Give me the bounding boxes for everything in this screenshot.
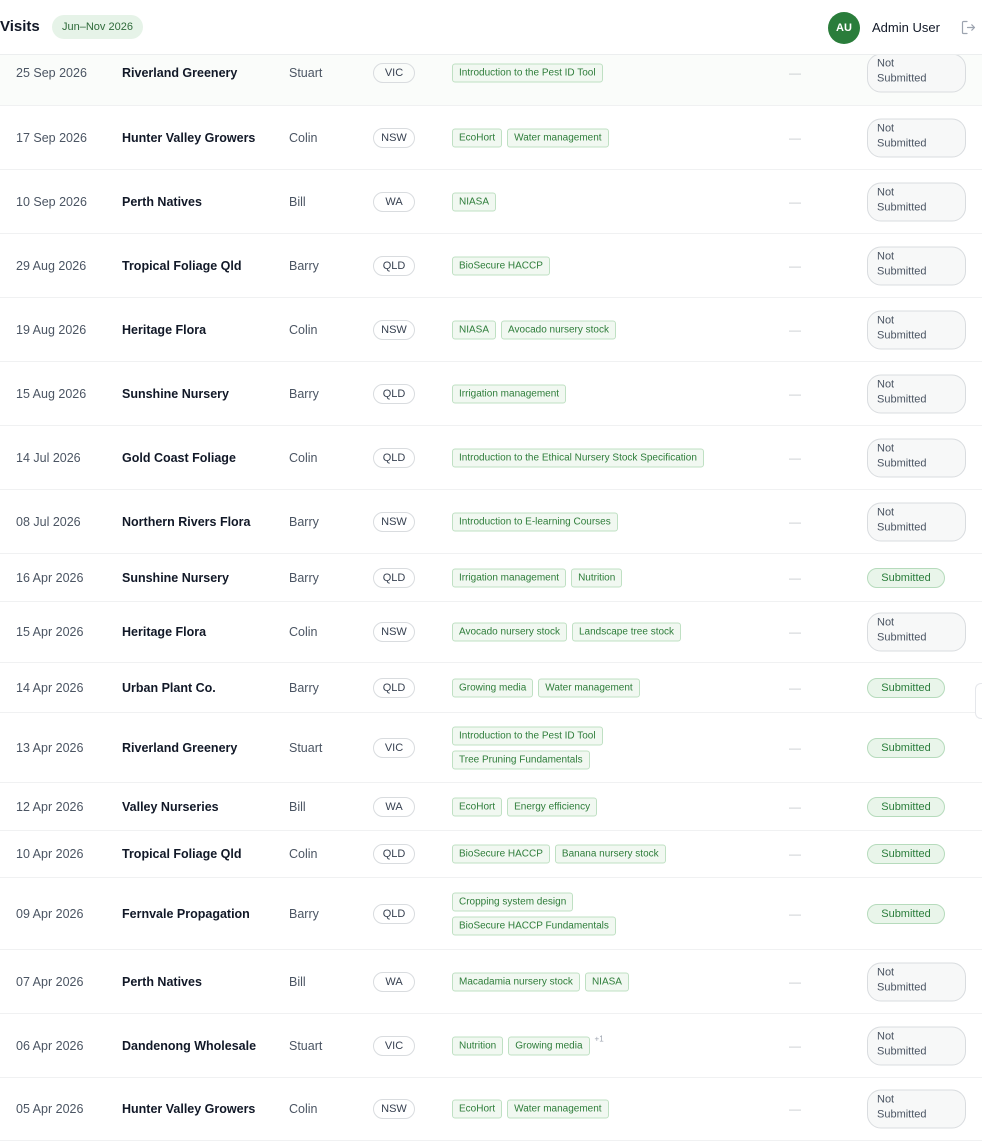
topic-tag: BioSecure HACCP [452,256,550,275]
feedback-value: — [789,1038,801,1053]
feedback-value: — [789,130,801,145]
topics-cell [452,1031,782,1060]
visit-date: 15 Aug 2026 [16,386,87,401]
topic-line [452,384,782,403]
topics-cell [452,379,782,408]
nursery-name[interactable]: Tropical Foliage Qld [122,258,242,273]
nursery-name[interactable]: Sunshine Nursery [122,570,229,585]
officer-name: Bill [289,799,306,814]
topic-tag: Irrigation management [452,384,566,403]
visit-date: 15 Apr 2026 [16,625,84,639]
officer-name: Barry [289,258,319,273]
topics-cell [452,507,782,536]
table-row[interactable] [0,878,982,950]
table-row[interactable] [0,106,982,170]
table-row[interactable] [0,1078,982,1141]
nursery-name[interactable]: Perth Natives [122,974,202,989]
topic-tag: Water management [538,678,639,697]
visit-date: 19 Aug 2026 [16,322,87,337]
feedback-value: — [789,906,801,921]
date-range-badge[interactable]: Jun–Nov 2026 [52,15,143,39]
nursery-name[interactable]: Sunshine Nursery [122,386,229,401]
visit-date: 17 Sep 2026 [16,130,87,145]
scroll-handle[interactable] [975,683,982,719]
status-badge: Not Submitted [867,613,966,652]
top-bar [0,0,982,55]
topics-cell [452,887,782,940]
topic-line [452,1100,782,1119]
status-badge: Submitted [867,678,945,698]
topics-cell [452,251,782,280]
officer-name: Barry [289,680,319,695]
visit-date: 29 Aug 2026 [16,258,87,273]
more-topics-count[interactable]: +1 [594,1034,604,1043]
officer-name: Barry [289,514,319,529]
state-badge: NSW [373,320,415,340]
topics-cell [452,618,782,647]
topic-tag: Avocado nursery stock [501,320,616,339]
state-badge: NSW [373,512,415,532]
topic-tag: EcoHort [452,128,502,147]
officer-name: Barry [289,386,319,401]
state-badge: QLD [373,678,415,698]
feedback-value: — [789,570,801,585]
topics-cell [452,563,782,592]
visit-date: 10 Sep 2026 [16,194,87,209]
status-badge: Not Submitted [867,246,966,285]
topics-cell [452,967,782,996]
officer-name: Barry [289,906,319,921]
visit-date: 06 Apr 2026 [16,1038,84,1053]
topic-tag: NIASA [585,972,629,991]
page-title: Visits [0,18,40,35]
avatar[interactable]: AU [828,12,860,44]
visit-date: 09 Apr 2026 [16,906,84,921]
table-row[interactable] [0,950,982,1014]
topic-line [452,845,782,864]
topic-tag: Irrigation management [452,568,566,587]
nursery-name[interactable]: Riverland Greenery [122,740,238,755]
topics-cell [452,58,782,87]
state-badge: VIC [373,1036,415,1056]
feedback-value: — [789,258,801,273]
topics-cell [452,123,782,152]
visit-date: 12 Apr 2026 [16,799,84,814]
topic-line [452,568,782,587]
visit-date: 07 Apr 2026 [16,974,84,989]
state-badge: VIC [373,63,415,83]
topic-line [452,1036,782,1055]
topic-tag: BioSecure HACCP [452,845,550,864]
officer-name: Colin [289,1102,318,1116]
state-badge: NSW [373,1099,415,1119]
table-row[interactable] [0,663,982,713]
table-row[interactable] [0,1014,982,1078]
topic-tag: Water management [507,1100,608,1119]
topic-tag: Cropping system design [452,892,573,911]
state-badge: WA [373,192,415,212]
topic-line [452,128,782,147]
feedback-value: — [789,740,801,755]
topics-cell [452,1095,782,1124]
topic-tag: EcoHort [452,797,502,816]
table-row[interactable] [0,831,982,878]
officer-name: Colin [289,847,318,861]
status-badge: Not Submitted [867,374,966,413]
topic-tag: Banana nursery stock [555,845,666,864]
feedback-value: — [789,65,801,80]
table-row[interactable] [0,554,982,602]
state-badge: QLD [373,448,415,468]
topic-tag: Growing media [508,1036,589,1055]
feedback-value: — [789,799,801,814]
topic-tag: EcoHort [452,1100,502,1119]
officer-name: Colin [289,130,318,145]
table-row[interactable] [0,783,982,831]
officer-name: Stuart [289,740,323,755]
officer-name: Colin [289,625,318,639]
nursery-name[interactable]: Fernvale Propagation [122,906,250,921]
feedback-value: — [789,847,801,861]
officer-name: Stuart [289,65,323,80]
status-badge: Not Submitted [867,962,966,1001]
state-badge: VIC [373,738,415,758]
topic-line [452,726,782,745]
topics-cell [452,673,782,702]
status-badge: Submitted [867,904,945,924]
feedback-value: — [789,194,801,209]
topics-cell [452,792,782,821]
topic-tag: Water management [507,128,608,147]
status-badge: Not Submitted [867,182,966,221]
state-badge: NSW [373,622,415,642]
status-badge: Not Submitted [867,1026,966,1065]
visit-date: 16 Apr 2026 [16,570,84,585]
nursery-name[interactable]: Hunter Valley Growers [122,130,256,145]
state-badge: QLD [373,384,415,404]
topic-tag: Energy efficiency [507,797,597,816]
user-name[interactable]: Admin User [872,20,940,35]
officer-name: Bill [289,974,306,989]
state-badge: WA [373,797,415,817]
table-row[interactable] [0,298,982,362]
feedback-value: — [789,322,801,337]
topic-line [452,797,782,816]
status-badge: Submitted [867,844,945,864]
status-badge: Submitted [867,738,945,758]
topic-line [452,916,782,935]
feedback-value: — [789,1102,801,1116]
table-row[interactable] [0,362,982,426]
topic-tag: Introduction to E-learning Courses [452,512,618,531]
visit-date: 08 Jul 2026 [16,514,81,529]
feedback-value: — [789,514,801,529]
topic-line [452,63,782,82]
state-badge: QLD [373,844,415,864]
topic-tag: Landscape tree stock [572,623,681,642]
topic-tag: Avocado nursery stock [452,623,567,642]
topic-tag: BioSecure HACCP Fundamentals [452,916,616,935]
state-badge: NSW [373,128,415,148]
officer-name: Bill [289,194,306,209]
topics-cell [452,840,782,869]
visit-date: 05 Apr 2026 [16,1102,84,1116]
visit-date: 10 Apr 2026 [16,847,84,861]
topic-line [452,448,782,467]
nursery-name[interactable]: Northern Rivers Flora [122,514,251,529]
logout-icon[interactable] [960,19,977,36]
topic-tag: Introduction to the Pest ID Tool [452,726,603,745]
topic-line [452,192,782,211]
topics-cell [452,315,782,344]
visit-date: 14 Apr 2026 [16,680,84,695]
topic-line [452,623,782,642]
feedback-value: — [789,386,801,401]
topic-tag: Introduction to the Pest ID Tool [452,63,603,82]
officer-name: Colin [289,450,318,465]
state-badge: QLD [373,568,415,588]
officer-name: Stuart [289,1038,323,1053]
nursery-name[interactable]: Dandenong Wholesale [122,1038,257,1053]
status-badge: Not Submitted [867,310,966,349]
feedback-value: — [789,625,801,639]
topic-tag: Growing media [452,678,533,697]
nursery-name[interactable]: Hunter Valley Growers [122,1102,256,1116]
topic-tag: Nutrition [452,1036,503,1055]
state-badge: WA [373,972,415,992]
table-row[interactable] [0,234,982,298]
topic-tag: Nutrition [571,568,622,587]
nursery-name[interactable]: Perth Natives [122,194,202,209]
topics-cell [452,443,782,472]
topic-line [452,750,782,769]
topic-tag: Tree Pruning Fundamentals [452,750,590,769]
visit-date: 25 Sep 2026 [16,65,87,80]
table-row[interactable] [0,426,982,490]
nursery-name[interactable]: Valley Nurseries [122,799,219,814]
status-badge: Not Submitted [867,502,966,541]
topic-tag: Introduction to the Ethical Nursery Stock Specification [452,448,704,467]
feedback-value: — [789,974,801,989]
status-badge: Not Submitted [867,438,966,477]
topic-line [452,972,782,991]
state-badge: QLD [373,256,415,276]
status-badge: Not Submitted [867,118,966,157]
topics-cell [452,721,782,774]
topic-line [452,320,782,339]
nursery-name[interactable]: Riverland Greenery [122,65,238,80]
status-badge: Not Submitted [867,1090,966,1129]
topic-tag: NIASA [452,192,496,211]
table-row[interactable] [0,602,982,663]
feedback-value: — [789,680,801,695]
nursery-name[interactable]: Heritage Flora [122,322,207,337]
feedback-value: — [789,450,801,465]
topic-line [452,678,782,697]
table-row[interactable] [0,170,982,234]
topic-line [452,256,782,275]
nursery-name[interactable]: Urban Plant Co. [122,680,216,695]
nursery-name[interactable]: Heritage Flora [122,625,207,639]
officer-name: Colin [289,322,318,337]
status-badge: Not Submitted [867,53,966,92]
topic-line [452,892,782,911]
topic-tag: NIASA [452,320,496,339]
status-badge: Submitted [867,568,945,588]
topic-tag: Macadamia nursery stock [452,972,580,991]
visit-date: 14 Jul 2026 [16,450,81,465]
nursery-name[interactable]: Gold Coast Foliage [122,450,236,465]
table-row[interactable] [0,490,982,554]
status-badge: Submitted [867,797,945,817]
officer-name: Barry [289,570,319,585]
topic-line [452,512,782,531]
nursery-name[interactable]: Tropical Foliage Qld [122,847,242,861]
table-row[interactable] [0,713,982,783]
topics-cell [452,187,782,216]
visit-date: 13 Apr 2026 [16,740,84,755]
state-badge: QLD [373,904,415,924]
